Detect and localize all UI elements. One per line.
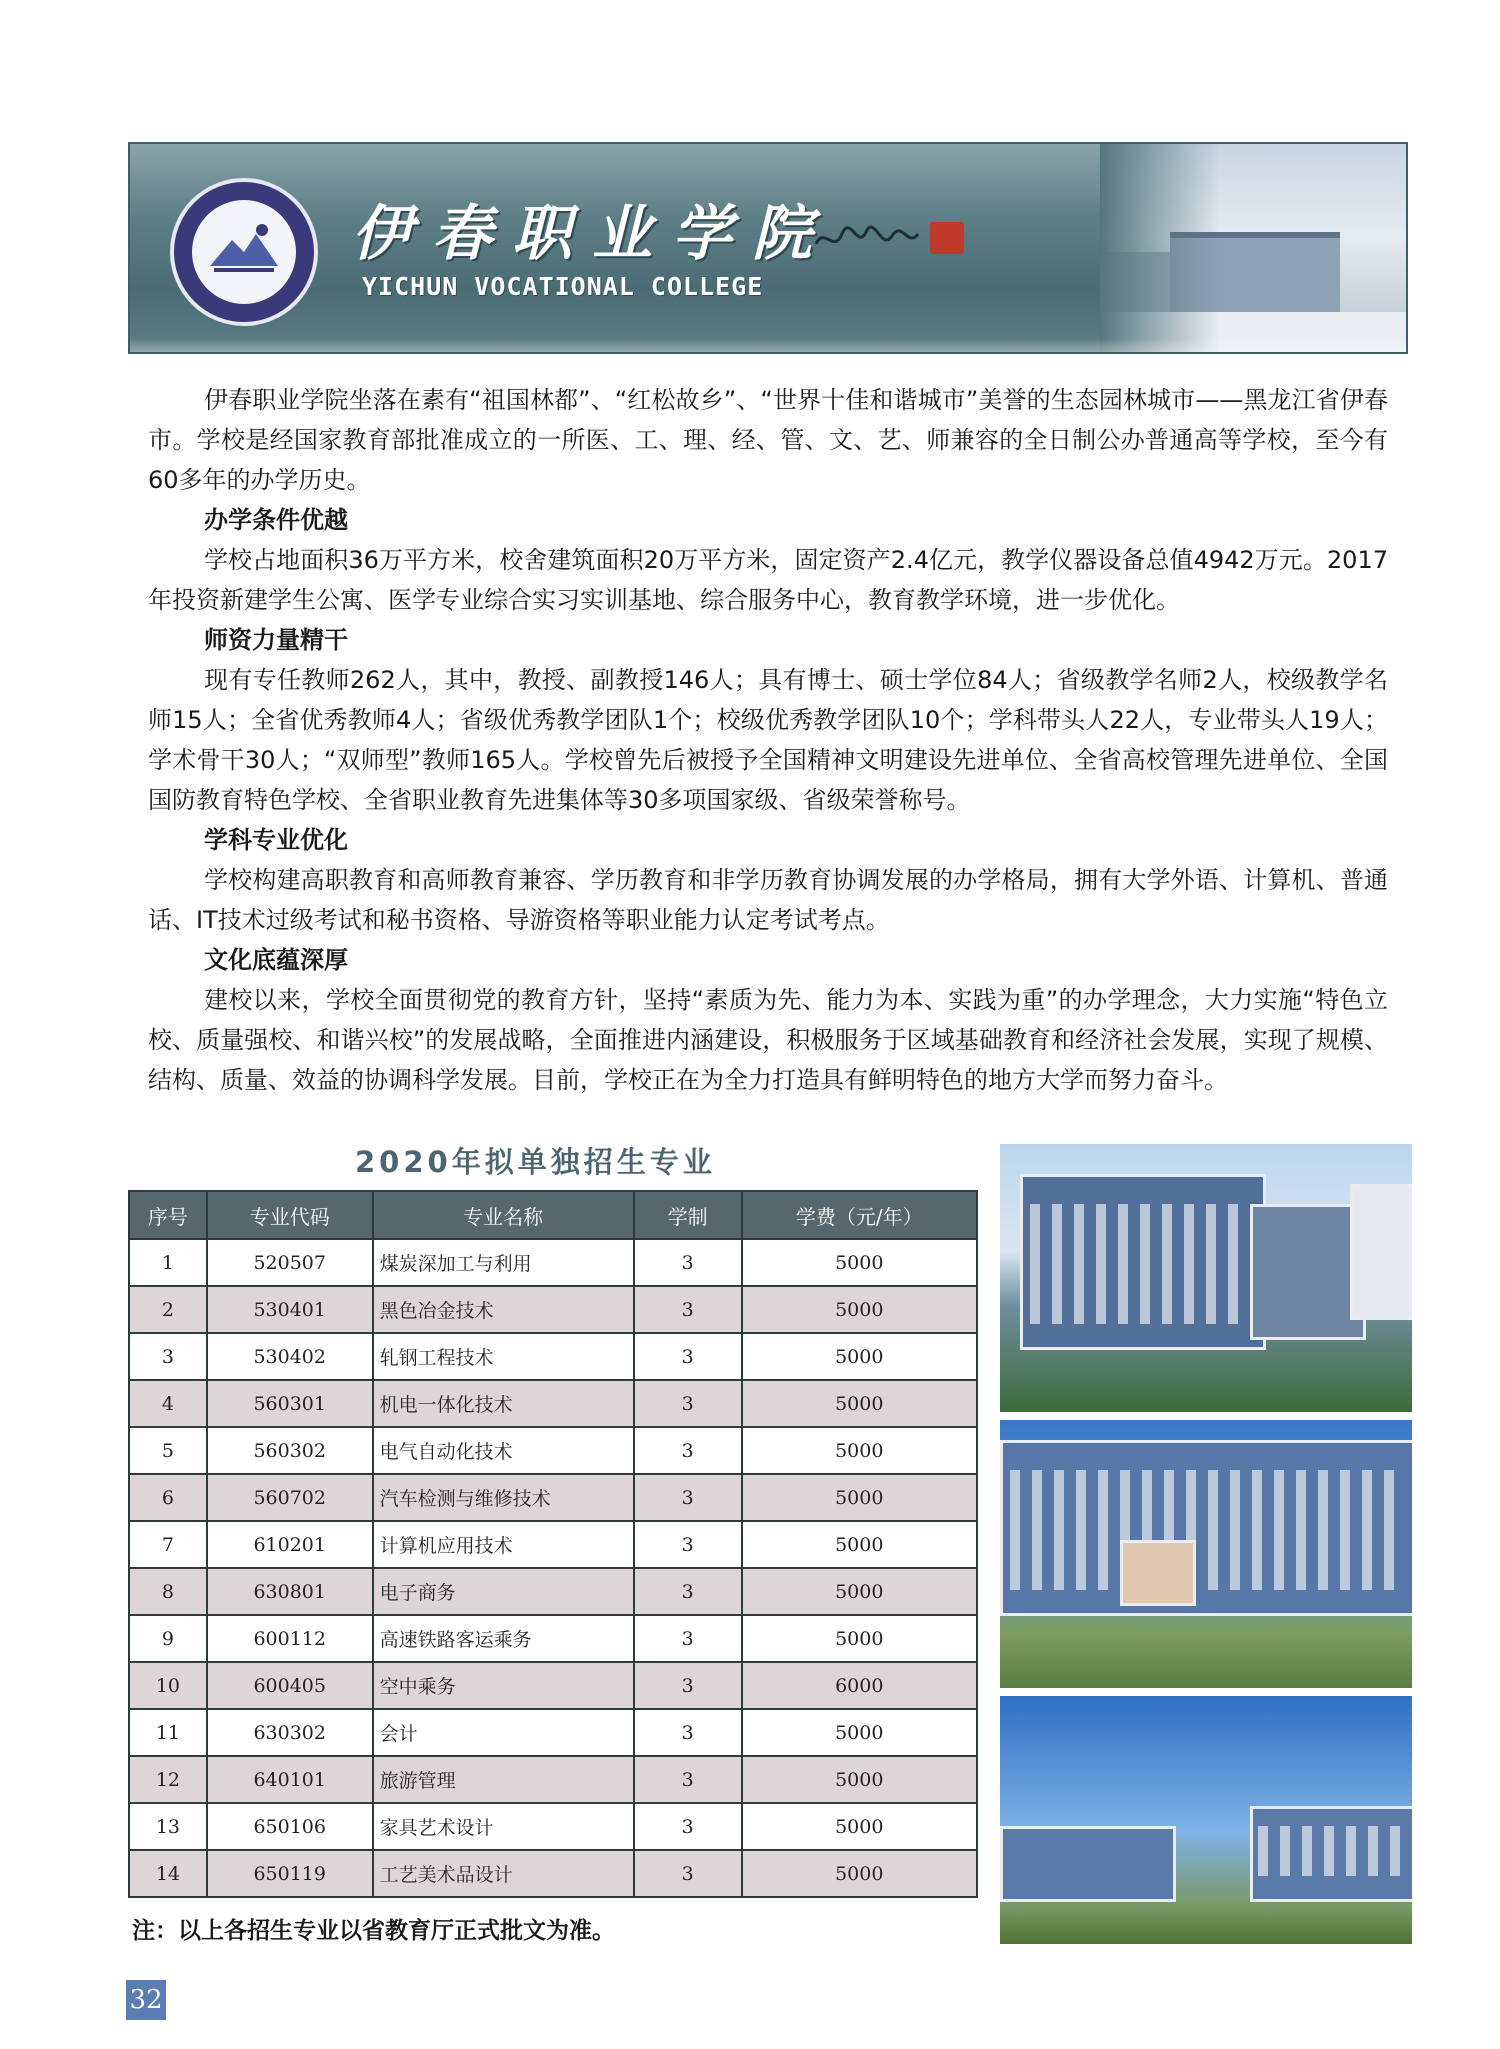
cell-duration: 3 [634, 1756, 742, 1803]
cell-duration: 3 [634, 1427, 742, 1474]
cell-tuition: 5000 [742, 1474, 977, 1521]
cell-tuition: 5000 [742, 1427, 977, 1474]
cell-tuition: 5000 [742, 1286, 977, 1333]
cell-duration: 3 [634, 1474, 742, 1521]
col-header-tuition: 学费（元/年） [742, 1191, 977, 1239]
cell-name: 电子商务 [373, 1568, 634, 1615]
cell-code: 530401 [207, 1286, 373, 1333]
table-title: 2020年拟单独招生专业 [355, 1145, 716, 1179]
cell-tuition: 5000 [742, 1709, 977, 1756]
cell-code: 610201 [207, 1521, 373, 1568]
table-row [129, 1474, 977, 1521]
cell-code: 630801 [207, 1568, 373, 1615]
cell-index: 6 [129, 1474, 207, 1521]
cell-code: 560302 [207, 1427, 373, 1474]
cell-code: 630302 [207, 1709, 373, 1756]
intro-section [148, 380, 1388, 1100]
cell-name: 工艺美术品设计 [373, 1850, 634, 1897]
faculty-paragraph: 现有专任教师262人，其中，教授、副教授146人；具有博士、硕士学位84人；省级教学名师2人，校级教学名师15人；全省优秀教师4人；省级优秀教学团队1个；校级优秀教学团队10个；学科带头人22人，专业带头人19人；学术骨干30人；“双师型”教师165人。学校曾先后被授予全国精神文明建设先进单位、全省高校管理先进单位、全国国防教育特色学校、全省职业教育先进集体等30多项国家级、省级荣誉称号。 [148, 666, 1388, 814]
cell-name: 煤炭深加工与利用 [373, 1239, 634, 1286]
table-row [129, 1803, 977, 1850]
cell-index: 9 [129, 1615, 207, 1662]
cell-code: 560301 [207, 1380, 373, 1427]
cell-code: 600405 [207, 1662, 373, 1709]
culture-paragraph: 建校以来，学校全面贯彻党的教育方针，坚持“素质为先、能力为本、实践为重”的办学理念，大力实施“特色立校、质量强校、和谐兴校”的发展战略，全面推进内涵建设，积极服务于区域基础教育和经济社会发展，实现了规模、结构、质量、效益的协调科学发展。目前，学校正在为全力打造具有鲜明特色的地方大学而努力奋斗。 [148, 986, 1388, 1094]
col-header-name: 专业名称 [373, 1191, 634, 1239]
section-heading-conditions: 办学条件优越 [204, 506, 348, 534]
table-row [129, 1521, 977, 1568]
cell-duration: 3 [634, 1333, 742, 1380]
table-row [129, 1850, 977, 1897]
college-logo [170, 178, 318, 326]
cell-code: 560702 [207, 1474, 373, 1521]
cell-code: 650119 [207, 1850, 373, 1897]
cell-index: 8 [129, 1568, 207, 1615]
college-name-english: YICHUN VOCATIONAL COLLEGE [362, 272, 764, 301]
logo-mountain-icon [192, 200, 296, 304]
cell-code: 640101 [207, 1756, 373, 1803]
cell-duration: 3 [634, 1850, 742, 1897]
section-heading-faculty: 师资力量精干 [204, 626, 348, 654]
cell-index: 10 [129, 1662, 207, 1709]
col-header-index: 序号 [129, 1191, 207, 1239]
cell-index: 7 [129, 1521, 207, 1568]
college-name-chinese: 伊春职业学院 [352, 199, 832, 269]
cell-index: 4 [129, 1380, 207, 1427]
cell-code: 520507 [207, 1239, 373, 1286]
cell-tuition: 5000 [742, 1756, 977, 1803]
table-row [129, 1568, 977, 1615]
cell-code: 600112 [207, 1615, 373, 1662]
cell-tuition: 5000 [742, 1239, 977, 1286]
cell-tuition: 5000 [742, 1850, 977, 1897]
calligraphy-signature [812, 220, 922, 267]
cell-tuition: 5000 [742, 1568, 977, 1615]
cell-index: 13 [129, 1803, 207, 1850]
table-row [129, 1662, 977, 1709]
campus-photo-building-1 [1000, 1144, 1412, 1412]
cell-index: 14 [129, 1850, 207, 1897]
cell-index: 3 [129, 1333, 207, 1380]
col-header-code: 专业代码 [207, 1191, 373, 1239]
col-header-duration: 学制 [634, 1191, 742, 1239]
cell-index: 2 [129, 1286, 207, 1333]
cell-duration: 3 [634, 1286, 742, 1333]
cell-index: 12 [129, 1756, 207, 1803]
header-banner [128, 142, 1408, 354]
page-number: 32 [126, 1980, 166, 2020]
cell-name: 黑色冶金技术 [373, 1286, 634, 1333]
table-row [129, 1239, 977, 1286]
cell-name: 旅游管理 [373, 1756, 634, 1803]
section-heading-majors: 学科专业优化 [204, 826, 348, 854]
cell-duration: 3 [634, 1803, 742, 1850]
cell-duration: 3 [634, 1521, 742, 1568]
cell-index: 5 [129, 1427, 207, 1474]
table-row [129, 1427, 977, 1474]
table-footnote: 注：以上各招生专业以省教育厅正式批文为准。 [132, 1918, 615, 1944]
cell-tuition: 5000 [742, 1380, 977, 1427]
cell-duration: 3 [634, 1568, 742, 1615]
cell-index: 11 [129, 1709, 207, 1756]
cell-name: 计算机应用技术 [373, 1521, 634, 1568]
cell-name: 机电一体化技术 [373, 1380, 634, 1427]
admission-majors-table [128, 1190, 978, 1898]
cell-duration: 3 [634, 1239, 742, 1286]
cell-tuition: 5000 [742, 1521, 977, 1568]
cell-duration: 3 [634, 1709, 742, 1756]
cell-name: 汽车检测与维修技术 [373, 1474, 634, 1521]
cell-name: 高速铁路客运乘务 [373, 1615, 634, 1662]
table-header-row [129, 1191, 977, 1239]
cell-duration: 3 [634, 1380, 742, 1427]
table-row [129, 1709, 977, 1756]
logo-emblem [192, 200, 296, 304]
cell-name: 电气自动化技术 [373, 1427, 634, 1474]
cell-tuition: 5000 [742, 1615, 977, 1662]
cell-duration: 3 [634, 1662, 742, 1709]
red-seal-stamp [930, 222, 964, 254]
campus-photo-building-2 [1000, 1420, 1412, 1688]
section-heading-culture: 文化底蕴深厚 [204, 946, 348, 974]
majors-paragraph: 学校构建高职教育和高师教育兼容、学历教育和非学历教育协调发展的办学格局，拥有大学外语、计算机、普通话、IT技术过级考试和秘书资格、导游资格等职业能力认定考试考点。 [148, 866, 1388, 934]
cell-code: 650106 [207, 1803, 373, 1850]
cell-tuition: 5000 [742, 1333, 977, 1380]
table-row [129, 1333, 977, 1380]
intro-paragraph: 伊春职业学院坐落在素有“祖国林都”、“红松故乡”、“世界十佳和谐城市”美誉的生态园林城市——黑龙江省伊春市。学校是经国家教育部批准成立的一所医、工、理、经、管、文、艺、师兼容的全日制公办普通高等学校，至今有60多年的办学历史。 [148, 386, 1388, 494]
campus-photo-banner [1100, 144, 1408, 352]
table-row [129, 1286, 977, 1333]
signature-graphic [812, 220, 922, 260]
cell-duration: 3 [634, 1615, 742, 1662]
campus-photo-building-3 [1000, 1696, 1412, 1944]
table-row [129, 1380, 977, 1427]
cell-name: 会计 [373, 1709, 634, 1756]
cell-name: 轧钢工程技术 [373, 1333, 634, 1380]
cell-index: 1 [129, 1239, 207, 1286]
cell-tuition: 6000 [742, 1662, 977, 1709]
cell-name: 空中乘务 [373, 1662, 634, 1709]
table-row [129, 1615, 977, 1662]
conditions-paragraph: 学校占地面积36万平方米，校舍建筑面积20万平方米，固定资产2.4亿元，教学仪器设备总值4942万元。2017年投资新建学生公寓、医学专业综合实习实训基地、综合服务中心，教育教学环境，进一步优化。 [148, 546, 1388, 614]
table-row [129, 1756, 977, 1803]
cell-name: 家具艺术设计 [373, 1803, 634, 1850]
cell-tuition: 5000 [742, 1803, 977, 1850]
cell-code: 530402 [207, 1333, 373, 1380]
